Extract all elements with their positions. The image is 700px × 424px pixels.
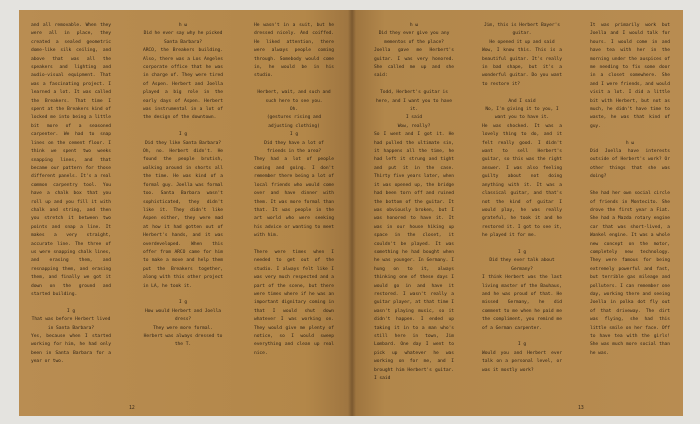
right-page-column-3 [590,22,670,406]
interview-question-line: I g [289,132,299,138]
interview-question-line: I said [405,115,423,121]
interview-paragraph: He wasn't in a suit, but he dressed nicely. And coiffed. He liked attention, there were always people coming through. Somebody would come in, he would be in his studio. [254,23,334,79]
interview-question-line: That was before Herbert lived in Santa Barbara? [31,317,111,331]
interview-question-line: Did he ever say why he picked Santa Barbara? [143,31,223,45]
interview-paragraph: ARCO, the Breakers building. Also, there was a Los Angeles corporate office that he was in charge of. They were tired of Aspen. Herbert and Joella played a big role in the early days of Aspen. Herbert was instrumental in a lot of the design of the downtown. [143,48,223,121]
interview-question-line: h ω [625,140,635,146]
interview-question-line: How would Herbert and Joella dress? [144,308,222,323]
interview-question-line: Jim, this is Herbert Bayer's guitar. [483,23,561,37]
interview-paragraph: Yes, because when I started working for him, he had only been in Santa Barbara for a year or two. [31,334,111,365]
interview-paragraph: I think Herbert was the last living master of the Bauhaus, and he was proud of that. He missed Germany, he did comment to me when he paid me the compliment, you remind me of a German carpenter. [482,275,562,331]
interview-paragraph: and all removable. When they were all in place, they created a sealed geometric dome-like silk ceiling, and above that was all the speakers and lighting and audio-visual equipment. That was a fascinating project. I learned a lot. It was called the Breakers. That time I spent at the Breakers kind of locked me into being a little bit more of a seasoned carpenter. We had to snap lines on the cement floor. I think we spent two weeks snapping lines, and that became our pattern for those different panels. It's a real common carpentry tool. You have a chalk box that you roll up and you fill it with chalk and string, and then you stretch it between two points and snap a line. It makes a very straight, accurate line. The three of us were snapping chalk lines, and erasing them, and resnapping them, and erasing them, and finally we got it down on the ground and started building. [31,23,111,297]
interview-question-line: No, I'm giving it to you, I want you to have it. [485,107,559,121]
interview-question-line: Did they have a lot of friends in the area? [264,140,324,155]
book-spine [348,10,356,416]
interview-question-line: He opened it up and said [489,39,555,45]
interview-question-line: Todd, Herbert's guitar is here, and I want you to have it. [375,90,453,113]
interview-paragraph: They had a lot of people coming and going. I don't remember there being a lot of local friends who would come over and have dinner with them. It was more formal than that. It was people in the art world who were seeking his advice or wanting to meet with him. [254,157,334,239]
interview-question-line: I g [517,249,527,255]
interview-question-line: Did they like Santa Barbara? [144,140,222,146]
interview-question-line: Wow, really? [397,123,431,129]
interview-question-line: h ω [178,23,188,28]
interview-question-line: I g [66,308,76,314]
interview-paragraph: So I went and I got it. He had pulled the ultimate sin, it happens all the time, he had left it strung and tight and put it in the case. Thirty five years later, when it was opened up, the bridge had been torn off and ruined the bottom of the guitar. It was obviously broken, but I was honored to have it. It was in our house hiking up space in the closet, it couldn't be played. It was something he had bought when he was younger. In Germany. I hung on to it, always thinking one of these days I would go in and have it restored. I wasn't really a guitar player, at that time I wasn't playing music, so it didn't happen. I ended up taking it in to a man who's still here in town, Jim Lombard. One day I went to pick up whatever he was working on for me, and I brought him Herbert's guitar. I said [374,132,454,382]
interview-question-line: Oh. [289,107,299,113]
right-page-number: 13 [578,406,584,411]
interview-question-line: Did they ever talk about Germany? [489,258,555,272]
right-page-column-2 [482,22,562,406]
interview-paragraph: Would you and Herbert ever talk on a personal level, or was it mostly work? [482,350,562,373]
left-page-column-1 [31,22,111,406]
interview-question-line: I g [178,132,188,138]
left-page-number: 12 [129,406,135,411]
left-page-column-3 [254,22,334,406]
right-page-column-1 [374,22,454,406]
interview-paragraph: Joella gave me Herbert's guitar. I was very honored. She called me up and she said: [374,48,454,79]
left-page-column-2 [143,22,223,406]
right-page [352,10,683,416]
interview-paragraph: Did Joella have interests outside of Herbert's work? Or other things that she was doing? [590,149,670,180]
interview-question-line: And I said [508,98,536,104]
left-page [19,10,352,416]
interview-question-line: Herbert, wait, and such and such here to see you. [257,90,331,104]
interview-question-line: They were more formal. Herbert was always dressed to the T. [143,325,223,348]
interview-paragraph: Oh, no. Herbert didn't. He found the people brutish, walking around in shorts all the time. He was kind of a formal guy. Joella was formal too. Santa Barbara wasn't sophisticated, they didn't like it. They didn't like Aspen either, they were mad at how it had gotten out of Herbert's hands, and it was overdeveloped. When this offer from ARCO came for him to make a move and help them put the Breakers together, along with this other project in LA, he took it. [143,149,223,289]
open-booklet [19,10,683,416]
interview-paragraph: It was primarily work but Joella and I would talk for hours. I would come in and have tea with her in the morning under the auspices of me needing to fix some door in a closet somewhere. She and I were friends, and would visit a lot. I did a little bit with Herbert, but not as much, he didn't have time to waste, he was that kind of guy. [590,23,670,129]
interview-paragraph: He was shocked. It was a lovely thing to do, and it felt really good. I didn't want to sell Herbert's guitar, so this was the right answer. I was also feeling guilty about not doing anything with it. It was a classical guitar, and that's not the kind of guitar I would play, he was really grateful, he took it and he restored it. I got to see it, he played it for me. [482,123,562,239]
interview-question-line: h ω [409,23,419,28]
interview-paragraph: Wow, I know this. This is a beautiful guitar. It's really in bad shape, but it's a wonderful guitar. Do you want to restore it? [482,48,562,87]
interview-question-line: (gestures rising and adjusting clothing) [266,115,322,129]
interview-question-line: I g [178,300,188,306]
interview-question-line: I g [517,342,527,348]
interview-paragraph: She had her own social circle of friends in Montecito. She drove the first year a Fiat. She had a Mazda rotary engine car that was short-lived, a Wankel engine. It was a whole new concept on the motor, completely new technology. They were famous for being extremely powerful and fast, but terrible gas mileage and polluters. I can remember one day, working there and seeing Joella in polka dot fly out of that driveway. The dirt was flying, she had this little smile on her face. Off to have tea with the girls! She was much more social than he was. [590,191,670,356]
interview-paragraph: There were times when I needed to get out of the studio. I always felt like I was very much respected and a part of the scene, but there were times where if he was an important dignitary coming in that I would shut down whatever I was working on. They would give me plenty of notice, so I would sweep everything and clean up real nice. [254,249,334,356]
interview-question-line: Did they ever give you any mementos of the place? [378,31,450,45]
